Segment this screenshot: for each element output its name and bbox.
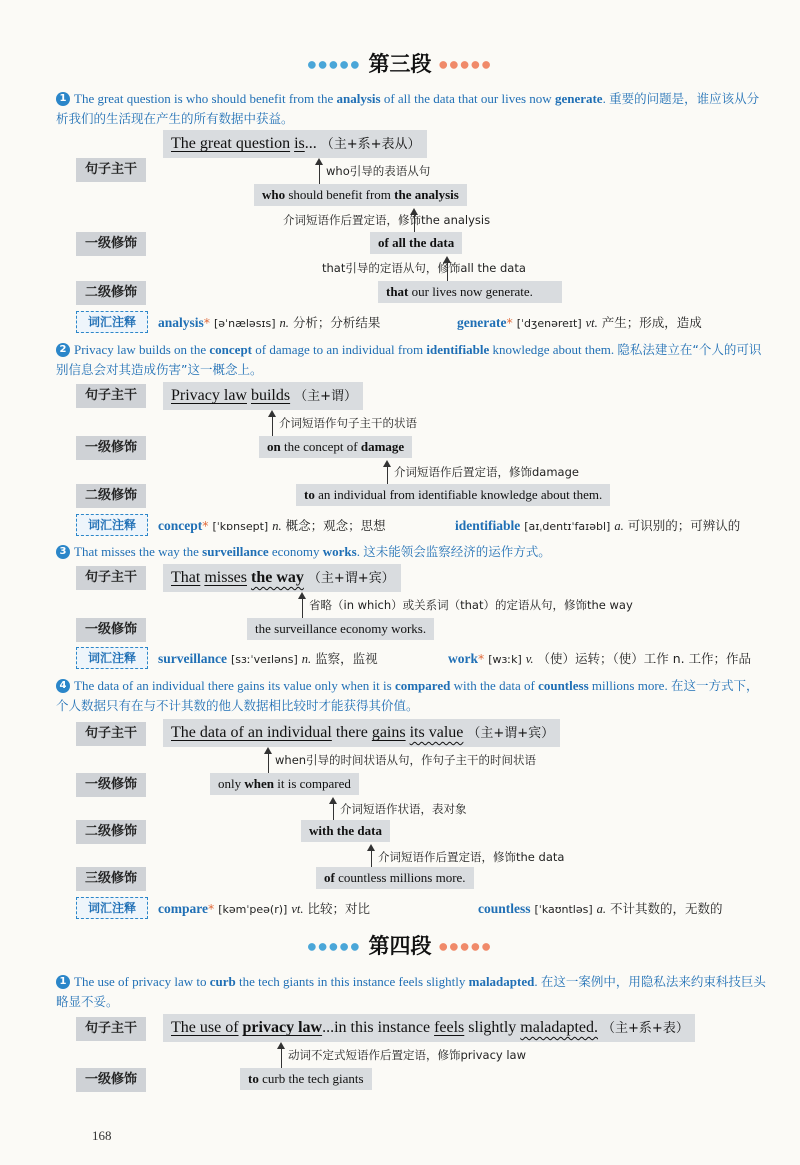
label-level2: 二级修饰 bbox=[76, 281, 146, 305]
main-clause: The use of privacy law...in this instance feels slightly maladapted. （主+系+表） bbox=[163, 1014, 695, 1042]
sentence-number: 4 bbox=[56, 679, 70, 693]
main-clause: Privacy law builds （主+谓） bbox=[163, 382, 363, 410]
section-heading bbox=[0, 930, 800, 960]
label-level2: 二级修饰 bbox=[76, 820, 146, 844]
modifier-box: of all the data bbox=[370, 232, 462, 254]
modifier-box: to an individual from identifiable knowledge about them. bbox=[296, 484, 610, 506]
label-main: 句子主干 bbox=[76, 1017, 146, 1041]
annotation: 介词短语作后置定语，修饰the analysis bbox=[283, 213, 491, 227]
label-main: 句子主干 bbox=[76, 384, 146, 408]
decor-dots-icon: ●●●●● bbox=[438, 941, 493, 953]
main-clause: That misses the way （主+谓+宾） bbox=[163, 564, 401, 592]
annotation: 介词短语作后置定语，修饰damage bbox=[394, 465, 579, 479]
label-main: 句子主干 bbox=[76, 566, 146, 590]
main-clause: The data of an individual there gains its value （主+谓+宾） bbox=[163, 719, 560, 747]
label-vocab: 词汇注释 bbox=[76, 647, 148, 669]
sentence-number: 3 bbox=[56, 545, 70, 559]
label-vocab: 词汇注释 bbox=[76, 897, 148, 919]
vocab-entry: surveillance [sɜːˈveɪləns] n. 监察，监视 bbox=[158, 651, 378, 666]
section-title: 第四段 bbox=[368, 934, 432, 958]
page-number: 168 bbox=[92, 1128, 112, 1143]
arrow-icon bbox=[387, 466, 388, 485]
decor-dots-icon: ●●●●● bbox=[307, 941, 362, 953]
section-heading bbox=[0, 48, 800, 78]
sentence-number: 1 bbox=[56, 92, 70, 106]
annotation: 介词短语作句子主干的状语 bbox=[279, 416, 417, 430]
vocab-entry: identifiable [aɪˌdentɪˈfaɪəbl] a. 可识别的；可辨认的 bbox=[455, 518, 741, 533]
label-level1: 一级修饰 bbox=[76, 773, 146, 797]
vocab-entry: work* [wɜːk] v. （使）运转；（使）工作 n. 工作；作品 bbox=[448, 651, 752, 666]
annotation: 介词短语作后置定语，修饰the data bbox=[378, 850, 565, 864]
decor-dots-icon: ●●●●● bbox=[438, 59, 493, 71]
label-level1: 一级修饰 bbox=[76, 618, 146, 642]
arrow-icon bbox=[268, 753, 269, 773]
label-main: 句子主干 bbox=[76, 158, 146, 182]
label-level3: 三级修饰 bbox=[76, 867, 146, 891]
arrow-icon bbox=[281, 1048, 282, 1068]
modifier-box: who should benefit from the analysis bbox=[254, 184, 467, 206]
vocab-entry: countless [ˈkaʊntləs] a. 不计其数的，无数的 bbox=[478, 901, 723, 916]
label-vocab: 词汇注释 bbox=[76, 311, 148, 333]
annotation: who引导的表语从句 bbox=[326, 164, 431, 178]
arrow-icon bbox=[272, 416, 273, 436]
vocab-entry: concept* [ˈkɒnsept] n. 概念；观念；思想 bbox=[158, 518, 386, 533]
vocab-entry: compare* [kəmˈpeə(r)] vt. 比较；对比 bbox=[158, 901, 370, 916]
main-clause: The great question is... （主+系+表从） bbox=[163, 130, 427, 158]
label-level2: 二级修饰 bbox=[76, 484, 146, 508]
arrow-icon bbox=[319, 164, 320, 184]
modifier-box: that our lives now generate. bbox=[378, 281, 562, 303]
modifier-box: on the concept of damage bbox=[259, 436, 412, 458]
modifier-box: only when it is compared bbox=[210, 773, 359, 795]
section-title: 第三段 bbox=[368, 52, 432, 76]
sentence-text: The data of an individual there gains its value only when it is compared with the data of countless millions more. 在这一方式下，个人数据只有在与不计其数的他人数据相比较时才能获得其价值。 bbox=[56, 678, 759, 713]
sentence-text: The great question is who should benefit from the analysis of all the data that our lives now generate. 重要的问题是，谁应该从分析我们的生活现在产生的所有数据中获益。 bbox=[56, 91, 760, 126]
vocab-entry: analysis* [əˈnæləsɪs] n. 分析；分析结果 bbox=[158, 315, 381, 330]
annotation: that引导的定语从句，修饰all the data bbox=[322, 261, 526, 275]
sentence-text: Privacy law builds on the concept of damage to an individual from identifiable knowledge about them. 隐私法建立在“个人的可识别信息会对其造成伤害”这一概念上。 bbox=[56, 342, 762, 377]
modifier-box: of countless millions more. bbox=[316, 867, 474, 889]
arrow-icon bbox=[333, 803, 334, 821]
label-main: 句子主干 bbox=[76, 722, 146, 746]
sentence-number: 2 bbox=[56, 343, 70, 357]
annotation: when引导的时间状语从句，作句子主干的时间状语 bbox=[275, 753, 537, 767]
annotation: 动词不定式短语作后置定语，修饰privacy law bbox=[288, 1048, 527, 1062]
decor-dots-icon: ●●●●● bbox=[307, 59, 362, 71]
arrow-icon bbox=[302, 598, 303, 618]
modifier-box: to curb the tech giants bbox=[240, 1068, 372, 1090]
vocab-entry: generate* [ˈdʒenəreɪt] vt. 产生；形成，造成 bbox=[457, 315, 702, 330]
label-level1: 一级修饰 bbox=[76, 1068, 146, 1092]
sentence-text: The use of privacy law to curb the tech giants in this instance feels slightly maladapted. 在这一案例中，用隐私法来约束科技巨头略显不妥。 bbox=[56, 974, 766, 1009]
label-level1: 一级修饰 bbox=[76, 436, 146, 460]
annotation: 省略（in which）或关系词（that）的定语从句，修饰the way bbox=[309, 598, 633, 612]
label-level1: 一级修饰 bbox=[76, 232, 146, 256]
modifier-box: the surveillance economy works. bbox=[247, 618, 434, 640]
annotation: 介词短语作状语，表对象 bbox=[340, 802, 467, 816]
modifier-box: with the data bbox=[301, 820, 390, 842]
sentence-text: That misses the way the surveillance economy works. 这未能领会监察经济的运作方式。 bbox=[74, 544, 551, 559]
label-vocab: 词汇注释 bbox=[76, 514, 148, 536]
sentence-number: 1 bbox=[56, 975, 70, 989]
arrow-icon bbox=[371, 850, 372, 868]
